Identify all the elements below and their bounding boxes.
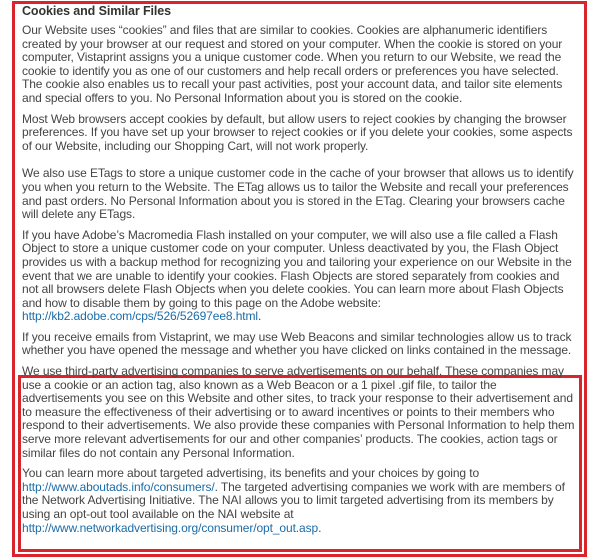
flash-text: If you have Adobe’s Macromedia Flash installed on your computer, we will also use a file called a Flash Object to store a unique customer code on your computer. Unless deactivated by you, the Flash Object provides us with a backup method for recognizing you and tailoring your experience on our Website in the event that we are unable to identify your cookies. Flash Objects are stored separately from cookies and not all browsers delete Flash Objects when you delete cookies. You can learn more about Flash Objects and how to disable them by going to this page on the Adobe website: [22,227,572,310]
nai-opt-out-link[interactable]: http://www.networkadvertising.org/consumer/opt_out.asp [22,520,319,535]
flash-end: . [257,309,262,324]
paragraph-web-beacons: If you receive emails from Vistaprint, we may use Web Beacons and similar technologies allow us to track whether you have opened the message and whether you have clicked on links contained in the message. [22,329,572,358]
paragraph-etags: We also use ETags to store a unique customer code in the cache of your browser that allows us to identify you when you return to the Website. The ETag allows us to tailor the Website and recall your preferences and past orders. No Personal Information about you is stored in the ETag. Clearing your browsers cache will delete any ETags. [22,166,574,222]
paragraph-browser-preferences: Most Web browsers accept cookies by default, but allow users to reject cookies by changing the browser preferences. If you have set up your browser to reject cookies or if you delete your cookies, some aspects of our Website, including our Shopping Cart, will not work properly. [22,111,573,153]
paragraph-targeted-ads [22,467,577,535]
paragraph-cookies: Our Website uses “cookies” and files that are similar to cookies. Cookies are alphanumeric identifiers created by your browser at our request and stored on your computer. When the cookie is stored on your computer, Vistaprint assigns you a unique customer code. When you return to our Website, we read the cookie to identify you as one of our customers and help recall orders or preferences you have selected. The cookie also enables us to recall your past activities, post your account data, and tailor site elements and special offers to you. No Personal Information about you is stored on the cookie. [22,23,563,105]
paragraph-flash-objects [22,229,577,324]
targeted-text-1: You can learn more about targeted advertising, its benefits and your choices by going to [22,466,480,481]
cookies-policy-section [22,4,577,542]
adobe-link[interactable]: http://kb2.adobe.com/cps/526/52697ee8.html [22,309,258,324]
targeted-end: . [318,520,322,535]
paragraph-third-party-ads: We use third-party advertising companies to serve advertisements on our behalf. These companies may use a cookie or an action tag, also known as a Web Beacon or a 1 pixel .gif file, to tailor the advertisements you see on this Website and other sites, to track your response to their advertisement and to measure the effectiveness of their advertising or to award incentives or points to their members who respond to their advertisements. We also provide these companies with Personal Information to help them serve more relevant advertisements for our and other companies’ products. The cookies, action tags or similar files do not contain any Personal Information. [22,364,575,460]
aboutads-link[interactable]: http://www.aboutads.info/consumers/ [22,479,215,494]
section-title: Cookies and Similar Files [22,4,171,18]
targeted-text-2: . The targeted advertising companies we work with are members of the Network Advertising Initiative. The NAI allows you to limit targeted advertising from its members by using an opt-out tool available on the NAI website at [22,479,565,521]
